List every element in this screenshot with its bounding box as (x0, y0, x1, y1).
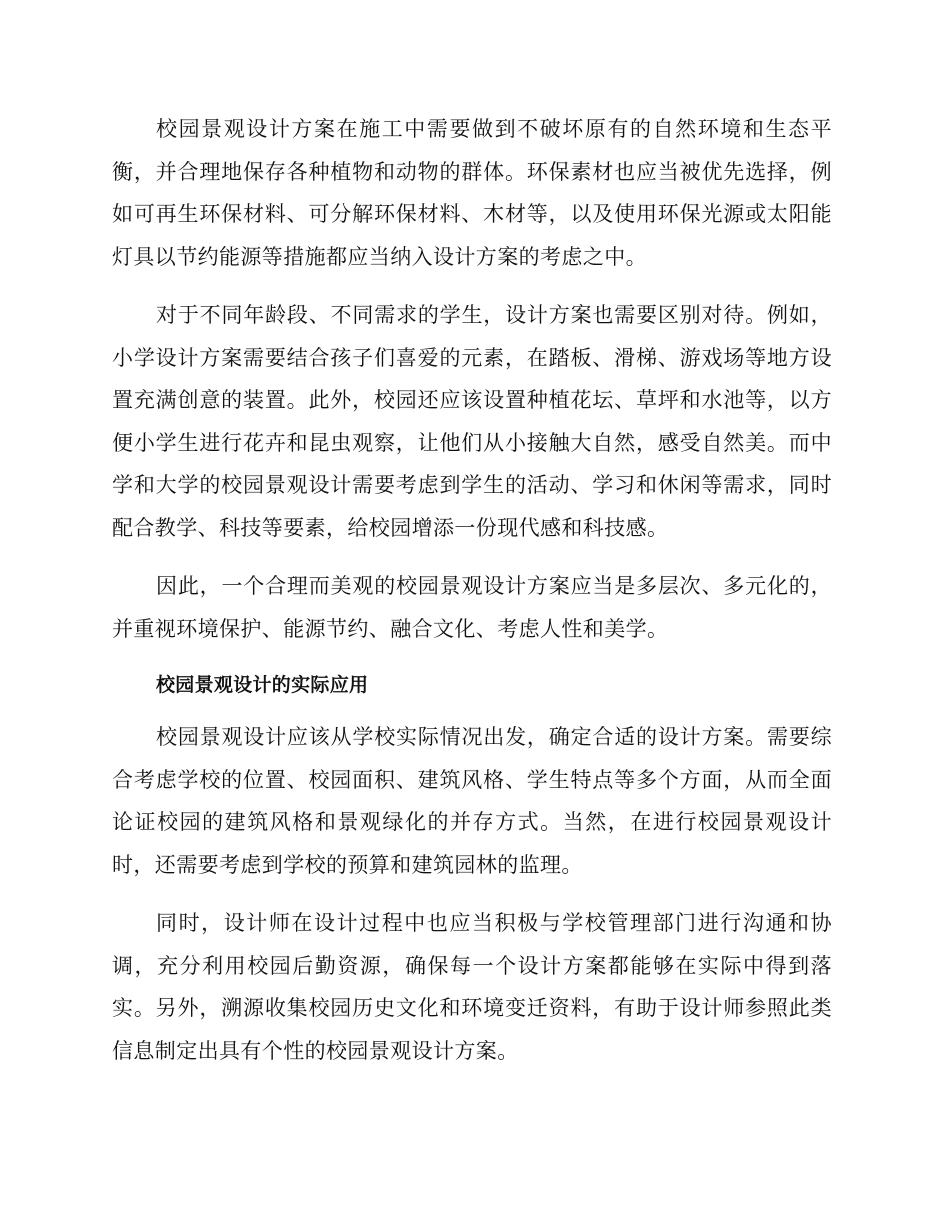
paragraph-coordination: 同时，设计师在设计过程中也应当积极与学校管理部门进行沟通和协调，充分利用校园后勤资源，确保每一个设计方案都能够在实际中得到落实。另外，溯源收集校园历史文化和环境变迁资料，有助于设计师参照此类信息制定出具有个性的校园景观设计方案。 (112, 911, 832, 1063)
paragraph-practical-application: 校园景观设计应该从学校实际情况出发，确定合适的设计方案。需要综合考虑学校的位置、校园面积、建筑风格、学生特点等多个方面，从而全面论证校园的建筑风格和景观绿化的并存方式。当然，在进行校园景观设计时，还需要考虑到学校的预算和建筑园林的监理。 (112, 725, 832, 877)
paragraph-environment: 校园景观设计方案在施工中需要做到不破坏原有的自然环境和生态平衡，并合理地保存各种植物和动物的群体。环保素材也应当被优先选择，例如可再生环保材料、可分解环保材料、木材等，以及使用环保光源或太阳能灯具以节约能源等措施都应当纳入设计方案的考虑之中。 (112, 117, 832, 269)
paragraph-student-needs: 对于不同年龄段、不同需求的学生，设计方案也需要区别对待。例如，小学设计方案需要结合孩子们喜爱的元素，在踏板、滑梯、游戏场等地方设置充满创意的装置。此外，校园还应该设置种植花坛、草坪和水池等，以方便小学生进行花卉和昆虫观察，让他们从小接触大自然，感受自然美。而中学和大学的校园景观设计需要考虑到学生的活动、学习和休闲等需求，同时配合教学、科技等要素，给校园增添一份现代感和科技感。 (112, 303, 832, 540)
document-body (112, 108, 832, 1072)
section-heading: 校园景观设计的实际应用 (156, 674, 369, 696)
paragraph-conclusion: 因此，一个合理而美观的校园景观设计方案应当是多层次、多元化的，并重视环境保护、能源节约、融合文化、考虑人性和美学。 (112, 574, 832, 641)
